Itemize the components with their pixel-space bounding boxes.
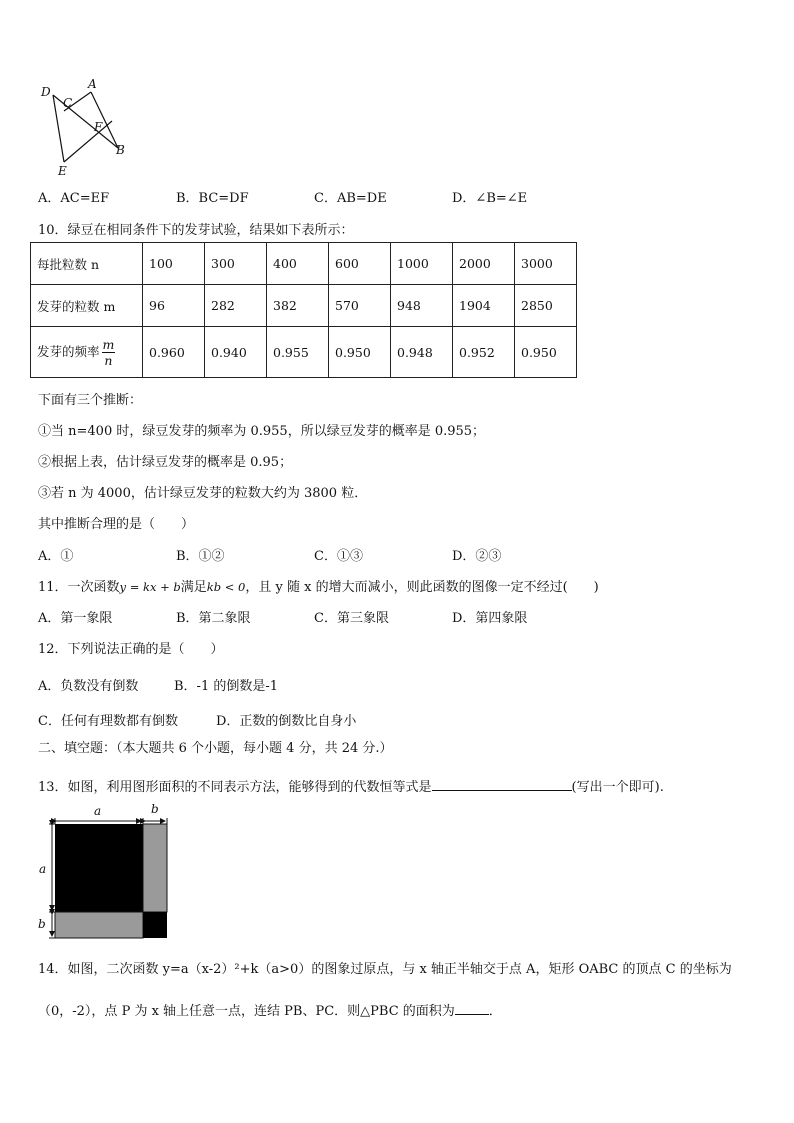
q10-option-c[interactable]: C．①③ (314, 549, 363, 564)
q11-stem (38, 576, 599, 595)
rect-ab-bottom (55, 912, 143, 938)
table-cell: 600 (329, 243, 391, 285)
q11-prefix: 11．一次函数 (38, 580, 120, 595)
square-b (143, 912, 167, 938)
q12-option-c[interactable]: C．任何有理数都有倒数 (38, 714, 178, 729)
table-cell: 570 (329, 285, 391, 327)
row-label-frequency (31, 327, 143, 378)
q12-option-b[interactable]: B．-1 的倒数是-1 (174, 679, 279, 694)
fraction-denominator: n (104, 352, 113, 368)
q10-option-a[interactable]: A．① (38, 549, 74, 564)
row-label-n: 每批粒数 n (31, 243, 143, 285)
q13-prefix: 13．如图，利用图形面积的不同表示方法，能够得到的代数恒等式是 (38, 780, 432, 795)
frequency-label: 发芽的频率 (37, 343, 100, 359)
rect-ab-right (143, 824, 167, 912)
q11-function: y = kx + b (119, 580, 181, 594)
table-cell: 400 (267, 243, 329, 285)
dim-a-top: a (94, 804, 102, 818)
q10-inference-3: ③若 n 为 4000，估计绿豆发芽的粒数大约为 3800 粒． (38, 486, 368, 501)
table-cell: 1000 (391, 243, 453, 285)
q10-inference-1: ①当 n=400 时，绿豆发芽的频率为 0.955，所以绿豆发芽的概率是 0.955； (38, 424, 486, 439)
table-cell: 2850 (515, 285, 577, 327)
q12-stem: 12．下列说法正确的是（ ） (38, 642, 224, 657)
answer-blank[interactable] (455, 1000, 489, 1015)
q14-line1: 14．如图，二次函数 y=a（x-2）²+k（a>0）的图象过原点，与 x 轴正半轴交于点 A，矩形 OABC 的顶点 C 的坐标为 (38, 962, 732, 977)
table-row (31, 243, 577, 285)
row-label-m: 发芽的粒数 m (31, 285, 143, 327)
q11-condition: kb < 0 (206, 580, 246, 594)
table-row (31, 285, 577, 327)
label-D: D (41, 85, 51, 99)
q11-mid: 满足 (180, 580, 207, 595)
germination-table (30, 242, 577, 378)
table-cell: 96 (143, 285, 205, 327)
table-cell: 948 (391, 285, 453, 327)
table-cell: 382 (267, 285, 329, 327)
q14-line2-prefix: （0，-2），点 P 为 x 轴上任意一点，连结 PB、PC．则△PBC 的面积为 (38, 1004, 455, 1019)
q11-option-c[interactable]: C．第三象限 (314, 611, 389, 626)
table-cell: 3000 (515, 243, 577, 285)
q12-option-a[interactable]: A．负数没有倒数 (38, 679, 139, 694)
dim-b-top: b (151, 802, 159, 816)
table-cell: 0.960 (143, 327, 205, 378)
label-E: E (58, 164, 67, 178)
q11-option-a[interactable]: A．第一象限 (38, 611, 113, 626)
q11-option-d[interactable]: D．第四象限 (452, 611, 528, 626)
table-cell: 0.952 (453, 327, 515, 378)
fraction-m-over-n (102, 337, 116, 368)
q13-suffix: (写出一个即可). (571, 780, 664, 795)
q11-option-b[interactable]: B．第二象限 (176, 611, 251, 626)
label-C: C (63, 96, 73, 110)
q9-option-d[interactable]: D．∠B=∠E (452, 191, 528, 206)
table-cell: 300 (205, 243, 267, 285)
square-a (55, 824, 143, 912)
label-B: B (116, 143, 125, 157)
fraction-numerator: m (102, 336, 115, 352)
table-cell: 2000 (453, 243, 515, 285)
q9-option-c[interactable]: C．AB=DE (314, 191, 387, 206)
table-cell: 1904 (453, 285, 515, 327)
section-2-heading: 二、填空题：（本大题共 6 个小题，每小题 4 分，共 24 分.） (38, 741, 393, 756)
table-cell: 0.950 (515, 327, 577, 378)
label-F: F (94, 120, 103, 134)
q10-question: 其中推断合理的是（ ） (38, 517, 195, 532)
dim-a-left: a (39, 862, 47, 876)
q10-option-b[interactable]: B．①② (176, 549, 225, 564)
q9-option-b[interactable]: B．BC=DF (176, 191, 249, 206)
label-A: A (88, 78, 97, 91)
dim-b-left: b (38, 917, 46, 931)
q12-option-d[interactable]: D．正数的倒数比自身小 (216, 714, 357, 729)
q9-option-a[interactable]: A．AC=EF (38, 191, 110, 206)
q14-line2-suffix: ． (488, 1004, 502, 1019)
table-cell: 282 (205, 285, 267, 327)
q10-stem: 10．绿豆在相同条件下的发芽试验，结果如下表所示： (38, 223, 354, 238)
table-cell: 0.955 (267, 327, 329, 378)
q11-suffix: ，且 y 随 x 的增大而减小，则此函数的图像一定不经过( ) (245, 580, 599, 595)
table-cell: 0.950 (329, 327, 391, 378)
q14-line2 (38, 1000, 502, 1019)
q10-inference-2: ②根据上表，估计绿豆发芽的概率是 0.95； (38, 455, 293, 470)
q13-stem (38, 776, 664, 795)
q10-option-d[interactable]: D．②③ (452, 549, 502, 564)
table-cell: 0.940 (205, 327, 267, 378)
answer-blank[interactable] (432, 776, 572, 791)
table-cell: 0.948 (391, 327, 453, 378)
q13-area-figure (34, 800, 174, 942)
table-cell: 100 (143, 243, 205, 285)
table-row (31, 327, 577, 378)
q9-triangle-figure (36, 78, 136, 178)
q10-intro: 下面有三个推断： (38, 393, 143, 408)
